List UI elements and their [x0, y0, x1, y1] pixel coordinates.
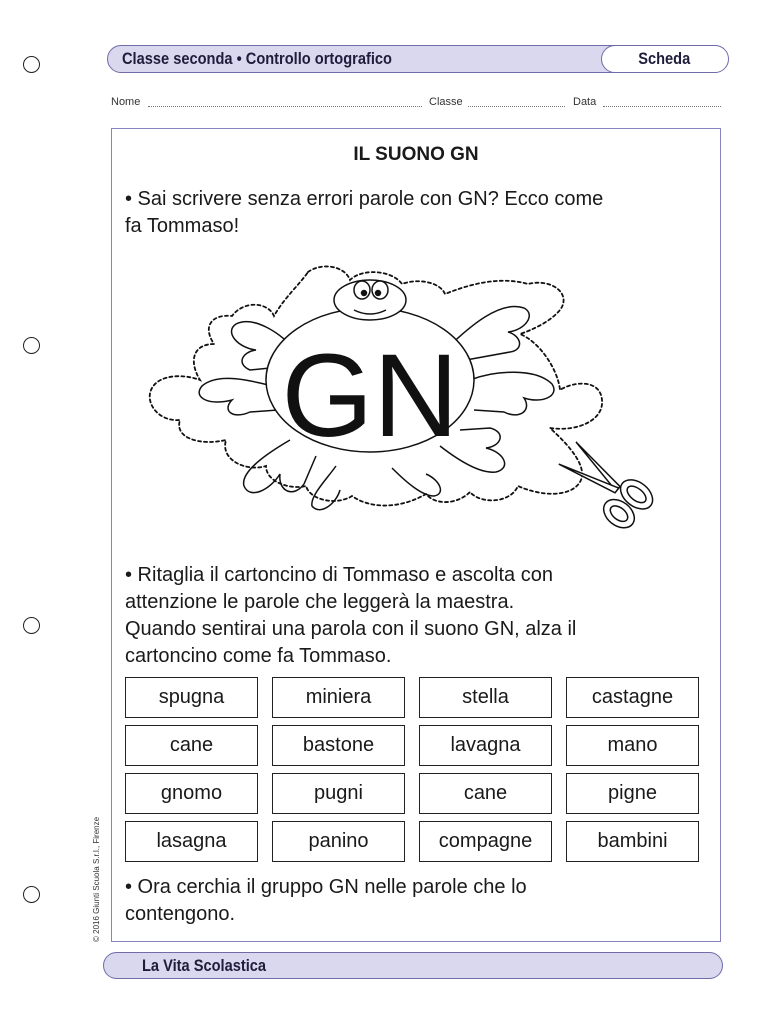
word-box[interactable]: bastone	[272, 725, 405, 766]
instruction-line: • Ritaglia il cartoncino di Tommaso e ascolta con	[125, 564, 553, 586]
word-box[interactable]: lavagna	[419, 725, 552, 766]
binder-hole-icon	[23, 56, 40, 73]
header-tab	[601, 45, 729, 73]
binder-hole-icon	[23, 617, 40, 634]
class-label: Classe	[429, 96, 463, 108]
word-box[interactable]: panino	[272, 821, 405, 862]
word-box[interactable]: pugni	[272, 773, 405, 814]
intro-paragraph	[125, 186, 715, 240]
name-field[interactable]	[148, 106, 422, 107]
footer-title: La Vita Scolastica	[142, 956, 267, 975]
header-band	[107, 45, 728, 73]
instruction-line: attenzione le parole che leggerà la maestra.	[125, 591, 515, 613]
intro-line: • Sai scrivere senza errori parole con GN? Ecco come	[125, 188, 604, 210]
gn-big-text: GN	[281, 330, 459, 462]
word-box[interactable]: stella	[419, 677, 552, 718]
word-box[interactable]: cane	[125, 725, 258, 766]
binder-hole-icon	[23, 337, 40, 354]
word-box[interactable]: spugna	[125, 677, 258, 718]
worksheet-title: IL SUONO GN	[353, 144, 479, 165]
word-box[interactable]: cane	[419, 773, 552, 814]
final-instruction	[125, 874, 715, 928]
header-title: Classe seconda • Controllo ortografico	[122, 49, 392, 68]
name-label: Nome	[111, 96, 141, 108]
instruction-line: Quando sentirai una parola con il suono GN, alza il	[125, 618, 577, 640]
word-box[interactable]: compagne	[419, 821, 552, 862]
word-box[interactable]: gnomo	[125, 773, 258, 814]
word-box[interactable]: lasagna	[125, 821, 258, 862]
date-label: Data	[573, 96, 597, 108]
final-line: contengono.	[125, 903, 236, 925]
class-field[interactable]	[468, 106, 565, 107]
binder-hole-icon	[23, 886, 40, 903]
date-field[interactable]	[603, 106, 721, 107]
copyright-note: © 2016 Giunti Scuola S.r.l., Firenze	[92, 816, 101, 942]
instruction-paragraph	[125, 562, 715, 670]
word-grid	[125, 677, 699, 865]
intro-line: fa Tommaso!	[125, 215, 240, 237]
instruction-line: cartoncino come fa Tommaso.	[125, 645, 392, 667]
scissors-icon	[550, 436, 658, 535]
header-tab-label: Scheda	[638, 48, 691, 68]
spider-card-illustration	[140, 260, 700, 535]
word-box[interactable]: pigne	[566, 773, 699, 814]
word-box[interactable]: mano	[566, 725, 699, 766]
footer-band	[103, 952, 723, 979]
final-line: • Ora cerchia il gruppo GN nelle parole che lo	[125, 876, 527, 898]
word-box[interactable]: bambini	[566, 821, 699, 862]
student-info-line	[111, 96, 721, 110]
word-box[interactable]: castagne	[566, 677, 699, 718]
word-box[interactable]: miniera	[272, 677, 405, 718]
